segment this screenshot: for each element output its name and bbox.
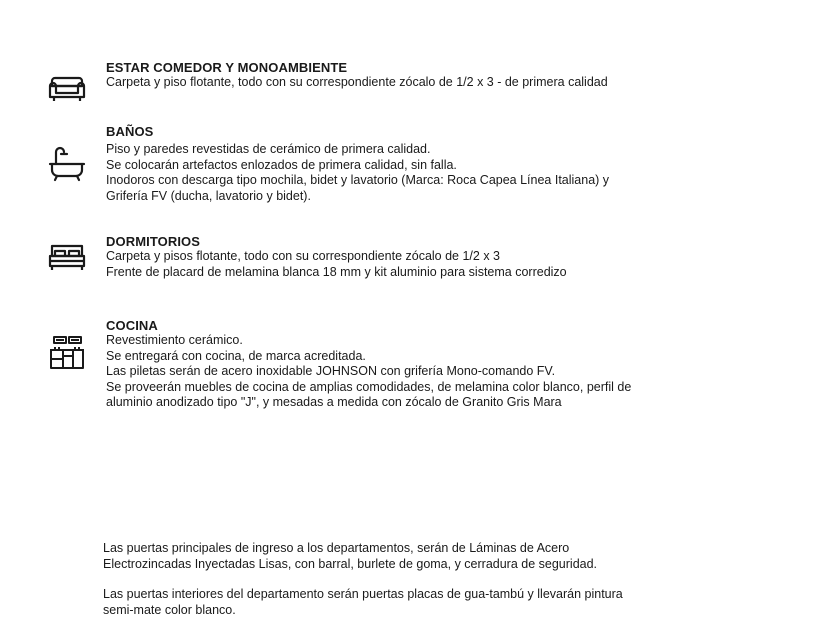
section-title: BAÑOS	[106, 124, 154, 139]
kitchen-icon	[46, 334, 88, 374]
section-line: Carpeta y pisos flotante, todo con su correspondiente zócalo de 1/2 x 3	[106, 249, 500, 263]
section-text	[106, 234, 806, 280]
section-line: Se entregará con cocina, de marca acreditada.	[106, 348, 366, 363]
section-text	[106, 60, 806, 91]
paragraph-line: Las puertas principales de ingreso a los departamentos, serán de Láminas de Acero	[103, 541, 570, 555]
section-text	[106, 318, 806, 411]
bed-icon	[46, 238, 88, 278]
section-text	[106, 124, 806, 204]
sofa-icon	[46, 68, 88, 108]
section-line: Revestimiento cerámico.	[106, 333, 243, 347]
paragraph-line: Electrozincadas Inyectadas Lisas, con barral, burlete de goma, y cerradura de seguridad.	[103, 557, 598, 571]
section-line: Carpeta y piso flotante, todo con su correspondiente zócalo de 1/2 x 3 - de primera calidad	[106, 75, 608, 89]
paragraph-line: Las puertas interiores del departamento serán puertas placas de gua-tambú y llevarán pintura	[103, 587, 623, 601]
section-line: Se proveerán muebles de cocina de amplias comodidades, de melamina color blanco, perfil de	[106, 379, 632, 394]
paragraph-puertas-interiores	[103, 586, 803, 618]
paragraph-puertas-principales	[103, 540, 803, 572]
section-line: Inodoros con descarga tipo mochila, bidet y lavatorio (Marca: Roca Capea Línea Italiana) y	[106, 173, 610, 187]
paragraph-line: semi-mate color blanco.	[103, 603, 236, 617]
section-title: DORMITORIOS	[106, 234, 201, 249]
bathtub-icon	[46, 144, 88, 184]
section-line: Las piletas serán de acero inoxidable JOHNSON con grifería Mono-comando FV.	[106, 364, 556, 378]
section-line: aluminio anodizado tipo "J", y mesadas a medida con zócalo de Granito Gris Mara	[106, 395, 562, 409]
section-line: Grifería FV (ducha, lavatorio y bidet).	[106, 188, 311, 203]
section-title: COCINA	[106, 318, 158, 333]
section-line: Frente de placard de melamina blanca 18 mm y kit aluminio para sistema corredizo	[106, 264, 567, 279]
section-title: ESTAR COMEDOR Y MONOAMBIENTE	[106, 60, 348, 75]
section-line: Se colocarán artefactos enlozados de primera calidad, sin falla.	[106, 157, 457, 172]
section-line: Piso y paredes revestidas de cerámico de primera calidad.	[106, 142, 431, 156]
